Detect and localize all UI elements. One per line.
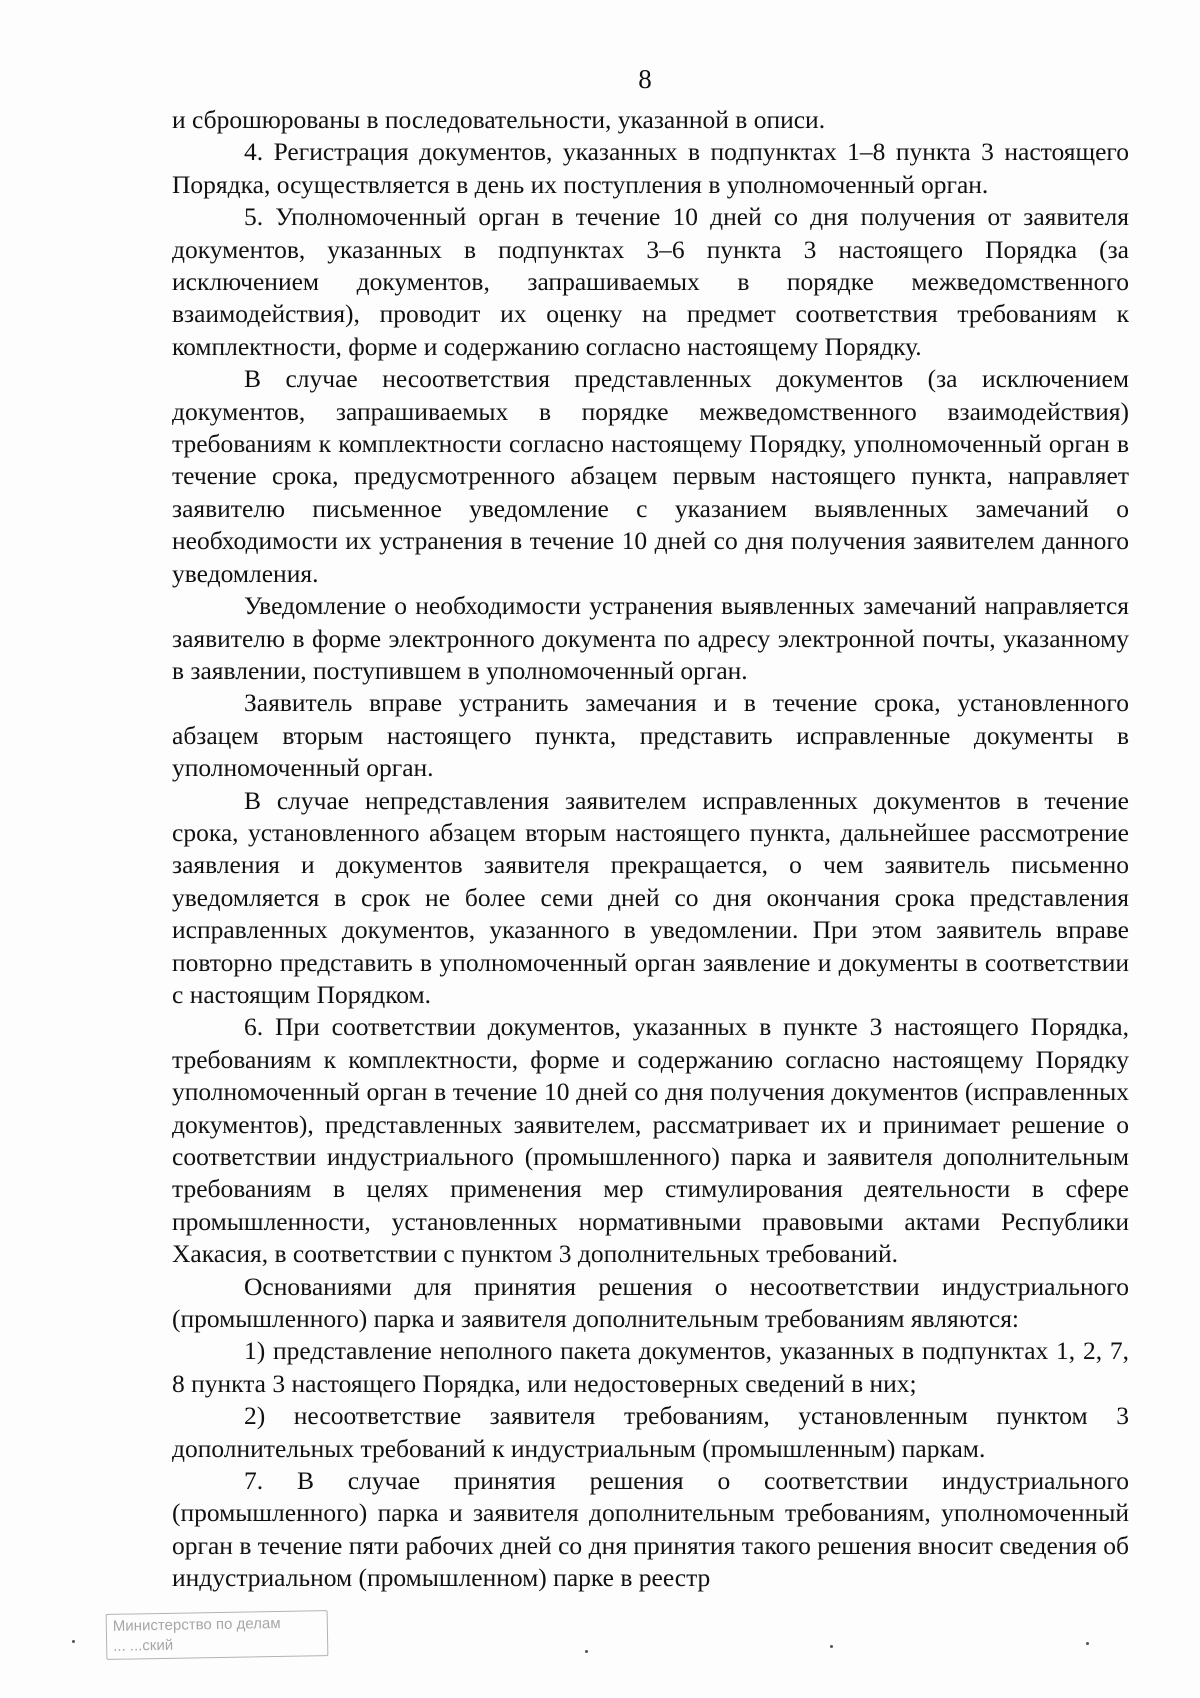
stamp-line: Министерство по делам <box>112 1614 281 1635</box>
scan-speck <box>1086 1642 1089 1645</box>
list-item-2: 2) несоответствие заявителя требованиям, установленным пунктом 3 дополнительных требований к индустриальным (промышленным) паркам. <box>172 1401 1129 1463</box>
paragraph: Уведомление о необходимости устранения выявленных замечаний направляется заявителю в форме электронного документа по адресу электронной почты, указанному в заявлении, поступившем в уполномоченный орган. <box>172 591 1129 685</box>
list-item-1: 1) представление неполного пакета документов, указанных в подпунктах 1, 2, 7, 8 пункта 3 настоящего Порядка, или недостоверных сведений в них; <box>172 1336 1129 1398</box>
paragraph-item-6: 6. При соответствии документов, указанных в пункте 3 настоящего Порядка, требованиям к комплектности, форме и содержанию согласно настоящему Порядку уполномоченный орган в течение 10 дней со дня получения документов (исправленных документов), представленных заявителем, рассматривает их и принимает решение о соответствии индустриального (промышленного) парка и заявителя дополнительным требованиям в целях применения мер стимулирования деятельности в сфере промышленности, установленных нормативными правовыми актами Республики Хакасия, в соответствии с пунктом 3 дополнительных требований. <box>172 1012 1129 1269</box>
paragraph-item-4: 4. Регистрация документов, указанных в подпунктах 1–8 пункта 3 настоящего Порядка, осуществляется в день их поступления в уполномоченный орган. <box>172 137 1129 199</box>
paragraph: Заявитель вправе устранить замечания и в течение срока, установленного абзацем вторым настоящего пункта, представить исправленные документы в уполномоченный орган. <box>172 688 1129 783</box>
page-number: 8 <box>638 64 652 94</box>
scan-speck <box>585 1650 588 1653</box>
paragraph-item-5: 5. Уполномоченный орган в течение 10 дней со дня получения от заявителя документов, указанных в подпунктах 3–6 пункта 3 настоящего Порядка (за исключением документов, запрашиваемых в порядке межведомственного взаимодействия), проводит их оценку на предмет соответствия требованиям к комплектности, форме и содержанию согласно настоящему Порядку. <box>172 202 1129 361</box>
stamp-line: ... ...ский <box>113 1636 174 1655</box>
paragraph-continuation: и сброшюрованы в последовательности, указанной в описи. <box>172 105 826 134</box>
paragraph: В случае несоответствия представленных документов (за исключением документов, запрашиваемых в порядке межведомственного взаимодействия) требованиям к комплектности согласно настоящему Порядку, уполномоченный орган в течение срока, предусмотренного абзацем первым настоящего пункта, направляет заявителю письменное уведомление с указанием выявленных замечаний о необходимости их устранения в течение 10 дней со дня получения заявителем данного уведомления. <box>172 364 1129 588</box>
scan-speck <box>830 1645 833 1648</box>
paragraph: Основаниями для принятия решения о несоответствии индустриального (промышленного) парка и заявителя дополнительным требованиям являются: <box>172 1271 1129 1334</box>
paragraph-item-7: 7. В случае принятия решения о соответствии индустриального (промышленного) парка и заявителя дополнительным требованиям, уполномоченный орган в течение пяти рабочих дней со дня принятия такого решения вносит сведения об индустриальном (промышленном) парке в реестр <box>172 1466 1129 1593</box>
paragraph: В случае непредставления заявителем исправленных документов в течение срока, установленного абзацем вторым настоящего пункта, дальнейшее рассмотрение заявления и документов заявителя прекращается, о чем заявитель письменно уведомляется в срок не более семи дней со дня окончания срока представления исправленных документов, указанного в уведомлении. При этом заявитель вправе повторно представить в уполномоченный орган заявление и документы в соответствии с настоящим Порядком. <box>172 785 1129 1009</box>
registration-stamp <box>106 1610 329 1660</box>
document-body <box>172 104 1129 1595</box>
scan-speck <box>72 1640 75 1643</box>
